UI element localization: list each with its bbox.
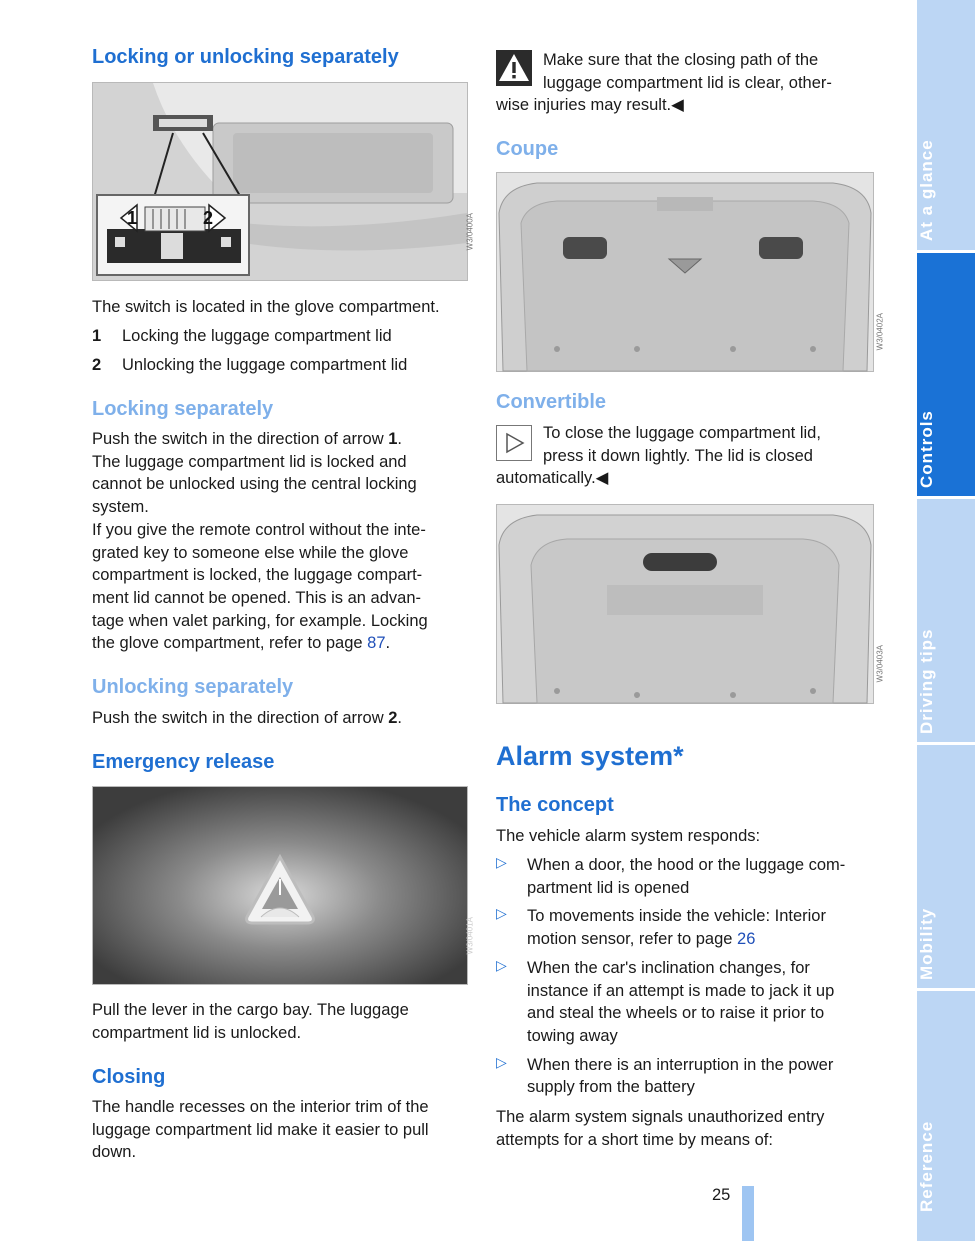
note-play-icon — [496, 425, 532, 461]
unlocking-separately-text: Push the switch in the direction of arrow 2. — [92, 709, 403, 727]
tab-mobility[interactable]: Mobility — [917, 745, 975, 988]
numbered-list — [92, 325, 468, 377]
bullet-icon: ▷ — [496, 905, 507, 922]
heading-alarm-system: Alarm system* — [496, 741, 684, 771]
figure-code: W3/0402A — [875, 313, 884, 351]
bullet-icon: ▷ — [496, 1053, 507, 1070]
list-item: ▷ When the car's inclination changes, for instance if an attempt is made to jack it up and steal the wheels or to raise it prior to towing away — [496, 957, 876, 1048]
list-item: 2 Unlocking the luggage compartment lid — [92, 356, 408, 375]
tab-reference[interactable]: Reference — [917, 991, 975, 1241]
list-item: ▷ To movements inside the vehicle: Interior motion sensor, refer to page 26 — [496, 905, 876, 950]
convertible-lid-figure — [496, 504, 884, 704]
bullet-icon: ▷ — [496, 854, 507, 870]
list-item: ▷ When a door, the hood or the luggage com- partment lid is opened — [496, 854, 876, 899]
glovebox-switch-illustration — [93, 83, 467, 280]
concept-intro: The vehicle alarm system responds: — [496, 827, 761, 845]
convertible-note-last: automatically.◀ — [496, 469, 609, 487]
heading-closing: Closing — [92, 1066, 166, 1088]
warning-text-last: wise injuries may result.◀ — [496, 96, 684, 114]
heading-emergency-release: Emergency release — [92, 751, 275, 773]
figure-code: W3/0401A — [465, 917, 474, 955]
warning-text: Make sure that the closing path of the luggage compartment lid is clear, other- — [543, 51, 832, 92]
figure-code: W3/0403A — [875, 645, 884, 683]
figure-code: W3/0400A — [465, 213, 474, 251]
page-number-bar — [742, 1186, 754, 1241]
list-item: 1 Locking the luggage compartment lid — [92, 327, 392, 345]
glovebox-switch-figure — [92, 82, 474, 281]
alarm-bullet-list — [496, 854, 876, 1105]
svg-text:1: 1 — [127, 208, 138, 228]
svg-text:2: 2 — [203, 208, 214, 228]
locking-separately-body: Push the switch in the direction of arrow 1. The luggage compartment lid is locked and cannot be unlocked using the central locking system. If you give the remote control without the inte- grated key to someone else while the glove compartment is locked, the luggage compart- ment lid cannot be opened. This is an advan- tage when valet parking, for example. Locking the glove compartment, refer to page 87. — [92, 430, 428, 653]
list-item: ▷ When there is an interruption in the power supply from the battery — [496, 1054, 876, 1099]
coupe-lid-illustration — [497, 173, 873, 371]
convertible-note: To close the luggage compartment lid, press it down lightly. The lid is closed — [543, 424, 821, 465]
end-mark-icon: ◀ — [671, 96, 684, 114]
end-mark-icon: ◀ — [595, 469, 609, 487]
page-number: 25 — [712, 1186, 731, 1204]
tab-at-a-glance[interactable]: At a glance — [917, 0, 975, 250]
alarm-signals-text: The alarm system signals unauthorized entry attempts for a short time by means of: — [496, 1108, 825, 1149]
closing-body: The handle recesses on the interior trim of the luggage compartment lid make it easier to pull down. — [92, 1098, 429, 1162]
heading-coupe: Coupe — [496, 138, 559, 160]
emergency-release-figure — [92, 786, 474, 985]
switch-location-text: The switch is located in the glove compartment. — [92, 298, 440, 316]
heading-locking-unlocking-separately: Locking or unlocking separately — [92, 46, 399, 68]
coupe-lid-figure — [496, 172, 884, 372]
heading-convertible: Convertible — [496, 391, 607, 413]
page-link-26[interactable]: 26 — [737, 930, 756, 949]
heading-locking-separately: Locking separately — [92, 398, 274, 420]
heading-the-concept: The concept — [496, 794, 614, 816]
warning-icon — [496, 50, 532, 86]
tab-controls[interactable]: Controls — [917, 253, 975, 496]
convertible-lid-illustration — [497, 505, 873, 703]
page-link-87[interactable]: 87 — [367, 634, 386, 653]
emergency-release-body: Pull the lever in the cargo bay. The luggage compartment lid is unlocked. — [92, 1001, 409, 1042]
tab-driving-tips[interactable]: Driving tips — [917, 499, 975, 742]
emergency-release-illustration — [93, 787, 467, 984]
heading-unlocking-separately: Unlocking separately — [92, 676, 294, 698]
bullet-icon: ▷ — [496, 956, 507, 973]
